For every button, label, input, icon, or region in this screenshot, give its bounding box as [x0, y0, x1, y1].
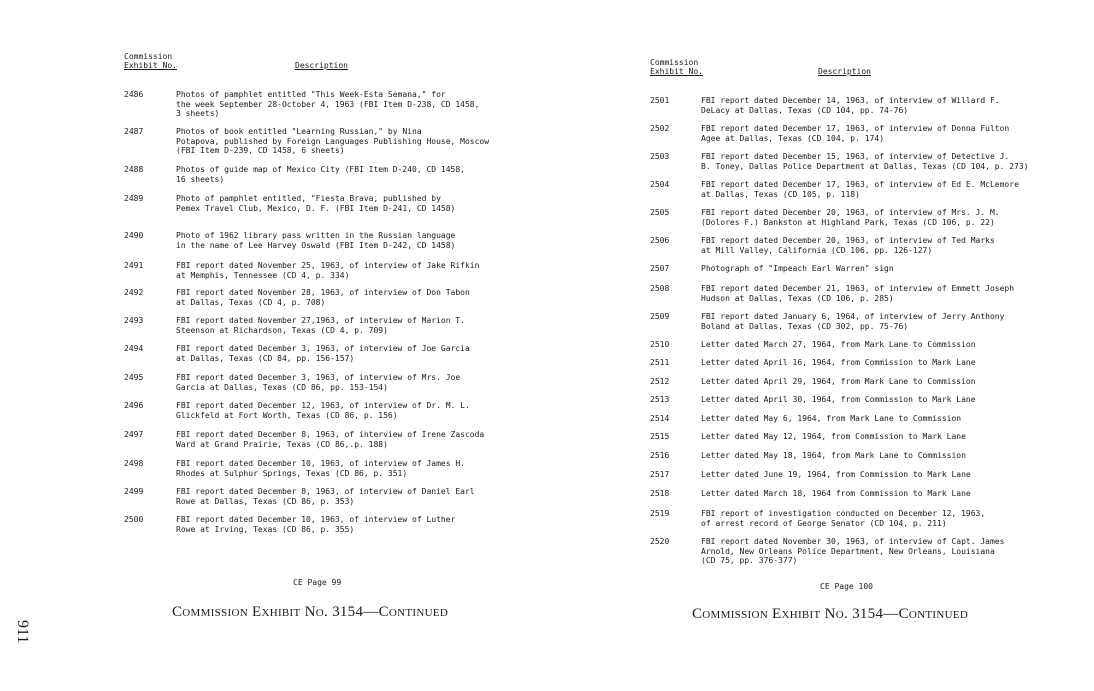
exhibit-number: 2495 — [124, 373, 144, 382]
exhibit-description: Letter dated May 6, 1964, from Mark Lane to Commission — [701, 414, 962, 423]
exhibit-number: 2488 — [124, 165, 144, 174]
exhibit-description: Photos of guide map of Mexico City (FBI Item D-240, CD 1458, 16 sheets) — [176, 165, 465, 184]
exhibit-number: 2491 — [124, 261, 144, 270]
exhibit-description: FBI report dated December 8, 1963, of interview of Daniel Earl Rowe at Dallas, Texas (CD 86, p. 353) — [176, 487, 475, 506]
exhibit-description: FBI report of investigation conducted on December 12, 1963, of arrest record of George Senator (CD 104, p. 211) — [701, 509, 986, 528]
exhibit-description: Photo of 1962 library pass written in the Russian language in the name of Lee Harvey Oswald (FBI Item D-242, CD 1458) — [176, 231, 456, 250]
exhibit-description: FBI report dated November 25, 1963, of interview of Jake Rifkin at Memphis, Tennessee (CD 4, p. 334) — [176, 261, 480, 280]
exhibit-number: 2510 — [650, 340, 670, 349]
exhibit-description: FBI report dated December 8, 1963, of interview of Irene Zascoda Ward at Grand Prairie, Texas (CD 86,.p. 188) — [176, 430, 485, 449]
exhibit-description: Letter dated June 19, 1964, from Commission to Mark Lane — [701, 470, 971, 479]
exhibit-description: FBI report dated December 17, 1963, of interview of Donna Fulton Agee at Dallas, Texas (CD 104, p. 174) — [701, 124, 1010, 143]
exhibit-number: 2500 — [124, 515, 144, 524]
exhibit-number: 2496 — [124, 401, 144, 410]
right-page-label: CE Page 100 — [820, 582, 873, 591]
exhibit-number: 2503 — [650, 152, 670, 161]
exhibit-number: 2499 — [124, 487, 144, 496]
exhibit-number: 2513 — [650, 395, 670, 404]
exhibit-number: 2493 — [124, 316, 144, 325]
exhibit-number: 2506 — [650, 236, 670, 245]
left-page-label: CE Page 99 — [293, 578, 342, 587]
exhibit-description: FBI report dated December 20, 1963, of interview of Mrs. J. M. (Dolores F.) Bankston at Highland Park, Texas (CD 106, p. 22) — [701, 208, 1000, 227]
exhibit-number: 2501 — [650, 96, 670, 105]
right-description-heading: Description — [818, 67, 871, 76]
exhibit-number: 2505 — [650, 208, 670, 217]
exhibit-description: FBI report dated December 3, 1963, of interview of Joe Garcia at Dallas, Texas (CD 84, pp. 156-157) — [176, 344, 470, 363]
exhibit-number: 2509 — [650, 312, 670, 321]
exhibit-description: FBI report dated November 30, 1963, of interview of Capt. James Arnold, New Orleans Police Department, New Orleans, Louisiana (CD 75, pp. 376-377) — [701, 537, 1005, 565]
exhibit-number: 2502 — [650, 124, 670, 133]
exhibit-number: 2494 — [124, 344, 144, 353]
right-caption: Commission Exhibit No. 3154—Continued — [692, 606, 969, 622]
exhibit-number: 2489 — [124, 194, 144, 203]
exhibit-number: 2520 — [650, 537, 670, 546]
exhibit-number: 2486 — [124, 90, 144, 99]
exhibit-description: FBI report dated December 14, 1963, of interview of Willard F. DeLacy at Dallas, Texas (CD 104, pp. 74-76) — [701, 96, 1000, 115]
exhibit-description: FBI report dated December 12, 1963, of interview of Dr. M. L. Glickfeld at Fort Worth, Texas (CD 86, p. 156) — [176, 401, 470, 420]
exhibit-description: FBI report dated December 20, 1963, of interview of Ted Marks at Mill Valley, California (CD 106, pp. 126-127) — [701, 236, 995, 255]
exhibit-number: 2504 — [650, 180, 670, 189]
exhibit-description: Letter dated April 16, 1964, from Commission to Mark Lane — [701, 358, 976, 367]
exhibit-number: 2512 — [650, 377, 670, 386]
exhibit-description: FBI report dated December 17, 1963, of interview of Ed E. McLemore at Dallas, Texas (CD 105, p. 118) — [701, 180, 1019, 199]
exhibit-description: FBI report dated December 10, 1963, of interview of James H. Rhodes at Sulphur Springs, Texas (CD 86, p. 351) — [176, 459, 465, 478]
exhibit-description: Photo of pamphlet entitled, "Fiesta Brava, published by Pemex Travel Club, Mexico, D. F. (FBI Item D-241, CD 1458) — [176, 194, 456, 213]
exhibit-number: 2519 — [650, 509, 670, 518]
exhibit-number: 2508 — [650, 284, 670, 293]
exhibit-description: Letter dated May 12, 1964, from Commission to Mark Lane — [701, 432, 966, 441]
exhibit-description: FBI report dated November 27,1963, of interview of Marion T. Steenson at Richardson, Texas (CD 4, p. 709) — [176, 316, 465, 335]
right-exhibit-heading: Commission Exhibit No. — [650, 58, 703, 76]
left-description-heading: Description — [295, 61, 348, 70]
exhibit-number: 2498 — [124, 459, 144, 468]
exhibit-number: 2487 — [124, 127, 144, 136]
exhibit-description: FBI report dated January 6, 1964, of interview of Jerry Anthony Boland at Dallas, Texas (CD 302, pp. 75-76) — [701, 312, 1005, 331]
exhibit-number: 2515 — [650, 432, 670, 441]
exhibit-description: Letter dated April 30, 1964, from Commission to Mark Lane — [701, 395, 976, 404]
left-caption: Commission Exhibit No. 3154—Continued — [172, 604, 449, 620]
exhibit-description: Photos of pamphlet entitled "This Week-Esta Semana," for the week September 28-October 4, 1963 (FBI Item D-238, CD 1458, 3 sheets) — [176, 90, 480, 118]
exhibit-number: 2516 — [650, 451, 670, 460]
exhibit-number: 2518 — [650, 489, 670, 498]
exhibit-description: Photograph of "Impeach Earl Warren" sign — [701, 264, 894, 273]
exhibit-description: Letter dated March 27, 1964, from Mark Lane to Commission — [701, 340, 976, 349]
exhibit-description: FBI report dated December 3, 1963, of interview of Mrs. Joe Garcia at Dallas, Texas (CD 86, pp. 153-154) — [176, 373, 461, 392]
exhibit-description: FBI report dated December 21, 1963, of interview of Emmett Joseph Hudson at Dallas, Texas (CD 106, p. 285) — [701, 284, 1015, 303]
exhibit-description: Photos of book entitled "Learning Russian," by Nina Potapova, published by Foreign Languages Publishing House, Moscow (FBI Item D-239, CD 1458, 6 sheets) — [176, 127, 490, 155]
exhibit-number: 2497 — [124, 430, 144, 439]
exhibit-number: 2514 — [650, 414, 670, 423]
exhibit-description: FBI report dated December 10, 1963, of interview of Luther Rowe at Irving, Texas (CD 86, p. 355) — [176, 515, 456, 534]
exhibit-number: 2490 — [124, 231, 144, 240]
exhibit-number: 2517 — [650, 470, 670, 479]
exhibit-description: Letter dated April 29, 1964, from Mark Lane to Commission — [701, 377, 976, 386]
exhibit-number: 2492 — [124, 288, 144, 297]
exhibit-number: 2511 — [650, 358, 670, 367]
exhibit-number: 2507 — [650, 264, 670, 273]
side-page-number: 911 — [14, 620, 31, 644]
exhibit-description: Letter dated May 18, 1964, from Mark Lane to Commission — [701, 451, 966, 460]
exhibit-description: FBI report dated December 15, 1963, of interview of Detective J. B. Toney, Dallas Police Department at Dallas, Texas (CD 104, p. 273) — [701, 152, 1029, 171]
exhibit-description: FBI report dated November 28, 1963, of interview of Don Tabon at Dallas, Texas (CD 4, p. 708) — [176, 288, 470, 307]
exhibit-description: Letter dated March 18, 1964 from Commission to Mark Lane — [701, 489, 971, 498]
left-exhibit-heading: Commission Exhibit No. — [124, 52, 177, 70]
